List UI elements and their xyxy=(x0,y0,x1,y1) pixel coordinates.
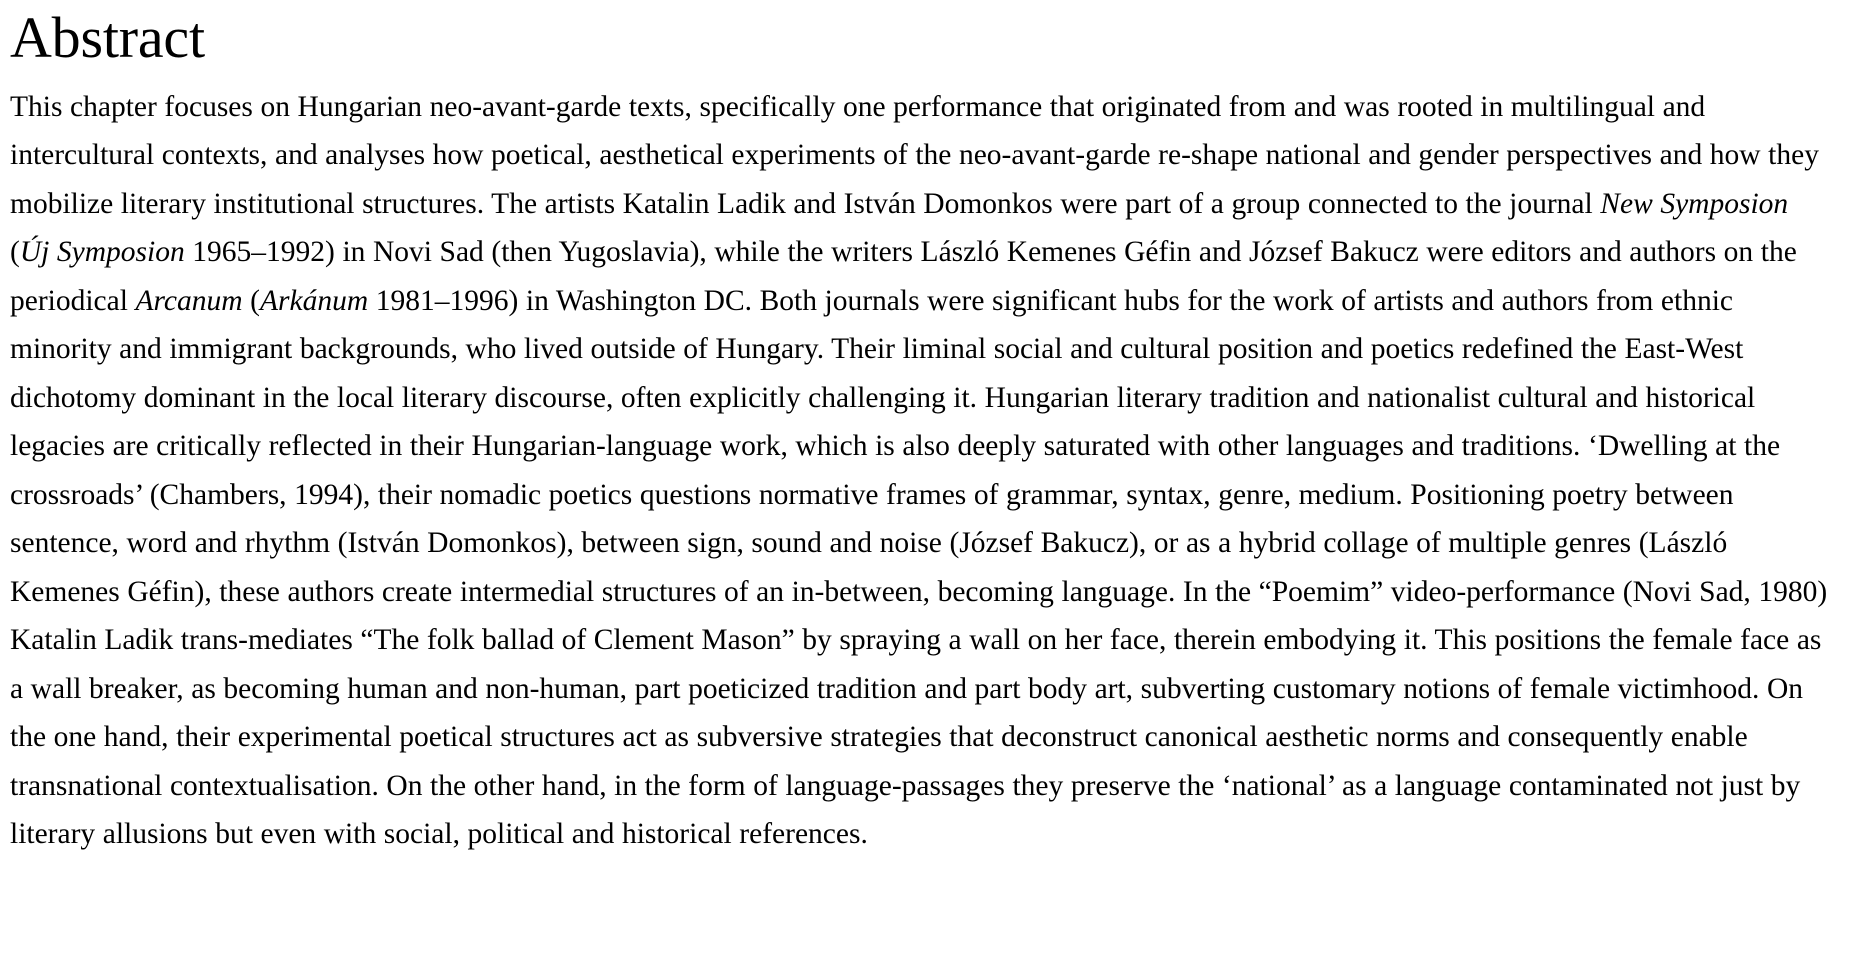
text-run: ( xyxy=(10,236,20,269)
text-run: This chapter focuses on Hungarian neo-avant-garde texts, specifically one performance that originated from and was rooted in multilingual and intercultural contexts, and analyses how poetical, aesthetical experiments of the neo-avant-garde re-shape national and gender perspectives and how they mobilize literary institutional structures. The artists Katalin Ladik and István Domonkos were part of a group connected to the journal xyxy=(10,90,1819,220)
page-title: Abstract xyxy=(10,5,205,70)
text-run: 1965–1992) in Novi Sad (then Yugoslavia), while the writers László Kemenes Géfin and József Bakucz were editors and authors on the periodical xyxy=(10,236,1797,317)
italic-title: Arkánum xyxy=(260,284,369,317)
italic-title: Új Symposion xyxy=(19,236,185,269)
text-run: ( xyxy=(242,284,260,317)
italic-title: New Symposion xyxy=(1600,187,1789,220)
italic-title: Arcanum xyxy=(135,284,243,317)
text-run: 1981–1996) in Washington DC. Both journals were significant hubs for the work of artists and authors from ethnic minority and immigrant backgrounds, who lived outside of Hungary. Their liminal social and cultural position and poetics redefined the East-West dichotomy dominant in the local literary discourse, often explicitly challenging it. Hungarian literary tradition and nationalist cultural and historical legacies are critically reflected in their Hungarian-language work, which is also deeply saturated with other languages and traditions. ‘Dwelling at the crossroads’ (Chambers, 1994), their nomadic poetics questions normative frames of grammar, syntax, genre, medium. Positioning poetry between sentence, word and rhythm (István Domonkos), between sign, sound and noise (József Bakucz), or as a hybrid collage of multiple genres (László Kemenes Géfin), these authors create intermedial structures of an in-between, becoming language. In the “Poemim” video-performance (Novi Sad, 1980) Katalin Ladik trans-mediates “The folk ballad of Clement Mason” by spraying a wall on her face, therein embodying it. This positions the female face as a wall breaker, as becoming human and non-human, part poeticized tradition and part body art, subverting customary notions of female victimhood. On the one hand, their experimental poetical structures act as subversive strategies that deconstruct canonical aesthetic norms and consequently enable transnational contextualisation. On the other hand, in the form of language-passages they preserve the ‘national’ as a language contaminated not just by literary allusions but even with social, political and historical references. xyxy=(10,284,1828,851)
abstract-paragraph xyxy=(10,83,1832,859)
